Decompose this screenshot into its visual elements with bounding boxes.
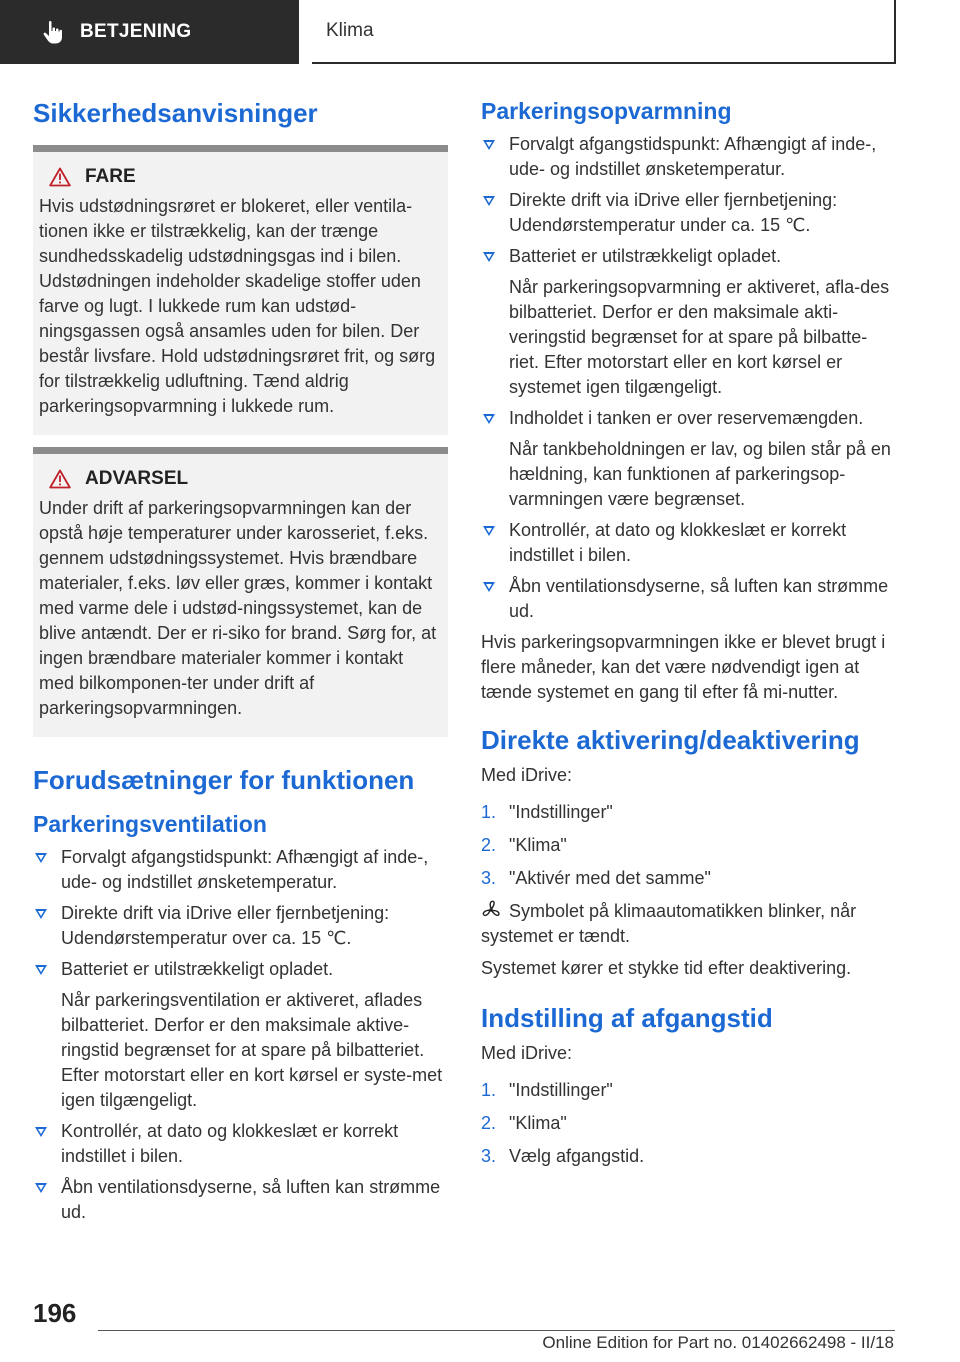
departure-intro: Med iDrive: bbox=[481, 1043, 573, 1063]
heading-parking-heating: Parkeringsopvarmning bbox=[481, 98, 732, 124]
triangle-bullet-icon bbox=[483, 414, 495, 424]
deactivation-note: Systemet kører et stykke tid efter deaktivering. bbox=[481, 958, 852, 978]
heading-parking-ventilation: Parkeringsventilation bbox=[33, 811, 267, 837]
triangle-bullet-icon bbox=[483, 140, 495, 150]
heading-direct-activation: Direkte aktivering/deaktivering bbox=[481, 725, 860, 755]
list-item: Batteriet er utilstrækkeligt opladet. Når parkeringsventilation er aktiveret, aflades bilbatteriet. Derfor er den maksimale aktive-ringstid begrænset for at spare på bilbatteriet. Efter motorstart eller en kort kørsel er syste-met igen tilgængeligt. bbox=[33, 957, 448, 1113]
triangle-bullet-icon bbox=[483, 252, 495, 262]
heading-prerequisites: Forudsætninger for funktionen bbox=[33, 765, 415, 795]
list-item: Direkte drift via iDrive eller fjernbetjening: Udendørstemperatur over ca. 15 ℃. bbox=[33, 901, 448, 951]
list-item: Forvalgt afgangstidspunkt: Afhængigt af inde-, ude- og indstillet ønsketemperatur. bbox=[481, 132, 895, 182]
triangle-bullet-icon bbox=[483, 582, 495, 592]
heading-safety: Sikkerhedsanvisninger bbox=[33, 98, 318, 128]
triangle-bullet-icon bbox=[35, 1127, 47, 1137]
tank-note: Når tankbeholdningen er lav, og bilen står på en hældning, kan funktionen af parkeringsop-varmningen være begrænset. bbox=[509, 439, 891, 509]
warning-box-caution bbox=[33, 447, 448, 737]
warning-triangle-icon bbox=[49, 469, 71, 489]
right-column bbox=[481, 96, 895, 1177]
warning-triangle-icon bbox=[49, 167, 71, 187]
triangle-bullet-icon bbox=[483, 526, 495, 536]
triangle-bullet-icon bbox=[35, 853, 47, 863]
list-item: 2. "Klima" bbox=[481, 835, 567, 855]
triangle-bullet-icon bbox=[35, 909, 47, 919]
warning-box-danger bbox=[33, 145, 448, 435]
list-item: 1. "Indstillinger" bbox=[481, 802, 613, 822]
list-item: Forvalgt afgangstidspunkt: Afhængigt af inde-, ude- og indstillet ønsketemperatur. bbox=[33, 845, 448, 895]
left-column bbox=[33, 96, 448, 1231]
heading-departure-time: Indstilling af afgangstid bbox=[481, 1003, 773, 1033]
header-section-title: BETJENING bbox=[80, 21, 192, 42]
list-item: 1. "Indstillinger" bbox=[481, 1080, 613, 1100]
warning-title: FARE bbox=[85, 166, 136, 187]
footer-divider bbox=[98, 1330, 895, 1331]
list-item: 3. Vælg afgangstid. bbox=[481, 1146, 645, 1166]
list-item: Indholdet i tanken er over reservemængden. Når tankbeholdningen er lav, og bilen står på en hældning, kan funktionen af parkeringsop-varmningen være begrænset. bbox=[481, 406, 895, 512]
battery-note: Når parkeringsopvarmning er aktiveret, afla-des bilbatteriet. Derfor er den maksimale akti-veringstid begrænset for at spare på bilbatte-riet. Efter motorstart eller en kort kørsel er systemet igen tilgængeligt. bbox=[509, 277, 890, 397]
warning-text: Hvis udstødningsrøret er blokeret, eller ventila-tionen ikke er tilstrækkelig, kan der trænge sundhedsskadelig udstødningsgas ind i bilen. Udstødningen indeholder skadelige stoffer uden farve og lugt. I lukkede rum kan udstød-ningsgassen også ansamles uden for bilen. Der består livsfare. Hold udstødningsrøret frit, og sørg for tilstrækkelig udluftning. Tænd aldrig parkeringsopvarmning i lukkede rum. bbox=[39, 196, 436, 416]
list-item: 2. "Klima" bbox=[481, 1113, 567, 1133]
fan-symbol-note: Symbolet på klimaautomatikken blinker, når systemet er tændt. bbox=[481, 901, 857, 946]
battery-note: Når parkeringsventilation er aktiveret, aflades bilbatteriet. Derfor er den maksimale aktive-ringstid begrænset for at spare på bilbatteriet. Efter motorstart eller en kort kørsel er syste-met igen tilgængeligt. bbox=[61, 990, 443, 1110]
ventilation-conditions-list bbox=[33, 845, 448, 1225]
warning-title: ADVARSEL bbox=[85, 468, 189, 489]
warning-text: Under drift af parkeringsopvarmningen kan der opstå høje temperaturer under karosseriet, f.eks. gennem udstødningssystemet. Hvis brændbare materialer, f.eks. løv eller græs, kommer i kontakt med varme dele i udstød-ningssystemet, kan de blive antændt. Der er ri-siko for brand. Sørg for, at ingen brændbare materialer kommer i kontakt med bilkomponen-ter under drift af parkeringsopvarmningen. bbox=[39, 498, 437, 718]
list-item: Batteriet er utilstrækkeligt opladet. Når parkeringsopvarmning er aktiveret, afla-des bilbatteriet. Derfor er den maksimale akti-veringstid begrænset for at spare på bilbatte-riet. Efter motorstart eller en kort kørsel er systemet igen tilgængeligt. bbox=[481, 244, 895, 400]
list-item: Direkte drift via iDrive eller fjernbetjening: Udendørstemperatur under ca. 15 ℃. bbox=[481, 188, 895, 238]
hand-pointer-icon bbox=[40, 19, 66, 45]
header-chapter-box bbox=[312, 0, 896, 64]
fan-icon bbox=[481, 900, 501, 920]
triangle-bullet-icon bbox=[35, 1183, 47, 1193]
list-item: Åbn ventilationsdyserne, så luften kan strømme ud. bbox=[33, 1175, 448, 1225]
departure-steps-list bbox=[481, 1078, 895, 1169]
header-section-tab bbox=[0, 0, 299, 64]
direct-steps-list bbox=[481, 800, 895, 891]
triangle-bullet-icon bbox=[35, 965, 47, 975]
triangle-bullet-icon bbox=[483, 196, 495, 206]
direct-intro: Med iDrive: bbox=[481, 765, 573, 785]
list-item: Åbn ventilationsdyserne, så luften kan strømme ud. bbox=[481, 574, 895, 624]
header-chapter-title: Klima bbox=[326, 20, 374, 41]
list-item: Kontrollér, at dato og klokkeslæt er korrekt indstillet i bilen. bbox=[481, 518, 895, 568]
months-note: Hvis parkeringsopvarmningen ikke er blevet brugt i flere måneder, kan det være nødvendigt igen at tænde systemet en gang til efter få mi-nutter. bbox=[481, 632, 886, 702]
heating-conditions-list bbox=[481, 132, 895, 624]
list-item: Kontrollér, at dato og klokkeslæt er korrekt indstillet i bilen. bbox=[33, 1119, 448, 1169]
footer-edition: Online Edition for Part no. 01402662498 - II/18 bbox=[542, 1333, 894, 1352]
page-number: 196 bbox=[33, 1298, 77, 1328]
list-item: 3. "Aktivér med det samme" bbox=[481, 868, 711, 888]
